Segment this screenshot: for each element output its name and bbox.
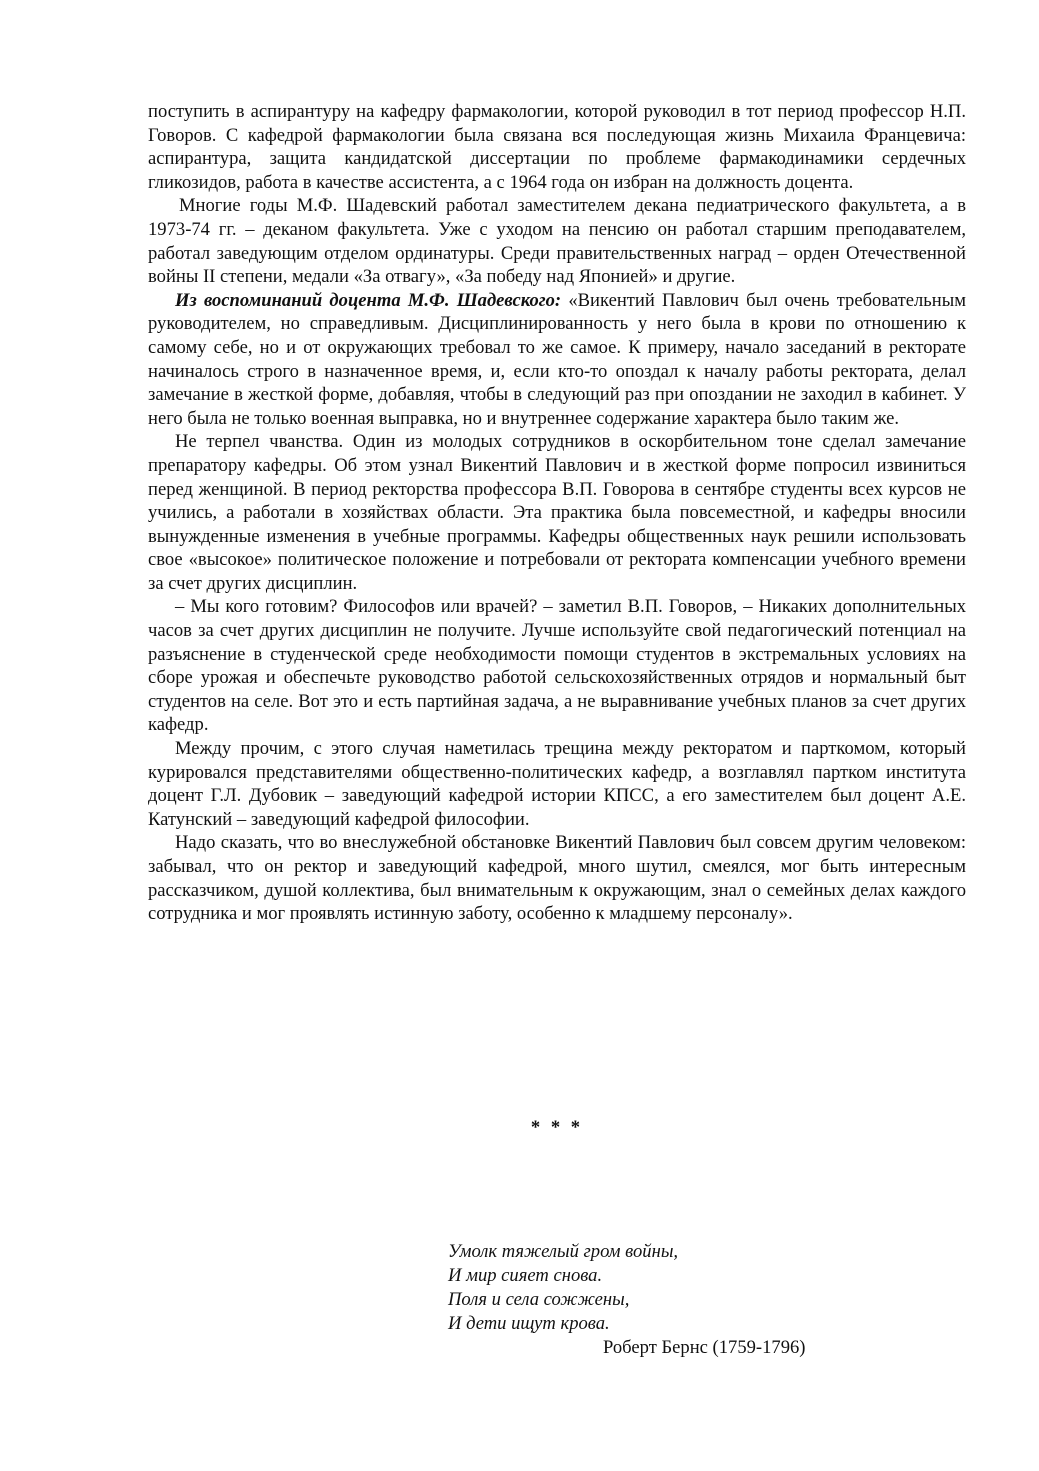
poem-author: Роберт Бернс (1759-1796) bbox=[603, 1337, 806, 1358]
paragraph-dialogue: – Мы кого готовим? Философов или врачей? – заметил В.П. Говоров, – Никаких дополнительных часов за счет других дисциплин не получите. Лучше используйте свой педагогический потенциал на разъяснение в студенческой среде необходимости помощи студентов в экстремальных условиях на сборе урожая и обеспечьте руководство работой сельскохозяйственных отрядов и нормальный быт студентов на селе. Вот это и есть партийная задача, а не выравнивание учебных планов за счет других кафедр. bbox=[148, 596, 966, 736]
paragraph-partkom: Между прочим, с этого случая наметилась трещина между ректоратом и парткомом, который курировался представителями общественно-политических кафедр, а возглавлял партком института доцент Г.Л. Дубовик – заведующий кафедрой истории КПСС, а его заместителем был доцент А.Е. Катунский – заведующий кафедрой философии. bbox=[148, 738, 966, 830]
paragraph-deputy-dean: Многие годы М.Ф. Шадевский работал заместителем декана педиатрического факультета, а в 1973-74 гг. – деканом факультета. Уже с уходом на пенсию он работал старшим преподавателем, работал заведующим отделом ординатуры. Среди правительственных наград – орден Отечественной войны II степени, медали «За отвагу», «За победу над Японией» и другие. bbox=[148, 195, 966, 288]
poem-line: Поля и села сожжены, bbox=[448, 1289, 630, 1310]
poem-line: И дети ищут крова. bbox=[448, 1313, 610, 1334]
poem-line: Умолк тяжелый гром войны, bbox=[448, 1241, 679, 1262]
memoir-lead-in: Из воспоминаний доцента М.Ф. Шадевского: bbox=[175, 289, 562, 311]
paragraph-character: Надо сказать, что во внеслужебной обстановке Викентий Павлович был совсем другим человеком: забывал, что он ректор и заведующий кафедрой, много шутил, смеялся, мог быть интересным рассказчиком, душой коллектива, был внимательным к окружающим, знал о семейных делах каждого сотрудника и мог проявлять истинную заботу, особенно к младшему персоналу». bbox=[148, 832, 966, 925]
paragraph-memoir bbox=[148, 289, 966, 431]
paragraph-aspirantura: поступить в аспирантуру на кафедру фармакологии, которой руководил в тот период профессор Н.П. Говоров. С кафедрой фармакологии была связана вся последующая жизнь Михаила Францевича: аспирантура, защита кандидатской диссертации по проблеме фармакодинамики сердечных гликозидов, работа в качестве ассистента, а с 1964 года он избран на должность доцента. bbox=[148, 101, 966, 193]
memoir-text: «Викентий Павлович был очень требовательным руководителем, но справедливым. Дисциплинированность у него была в крови по отношению к самому себе, но и от окружающих требовал то же самое. К примеру, начало заседаний в ректорате начиналось строго в назначенное время, и, если кто-то опоздал к началу работы ректората, делал замечание в жесткой форме, добавляя, чтобы в следующий раз при опоздании не заходил в кабинет. У него была не только военная выправка, но и внутреннее содержание характера было таким же. bbox=[148, 289, 967, 429]
poem-epigraph bbox=[448, 1240, 806, 1360]
paragraph-chvanstvo: Не терпел чванства. Один из молодых сотрудников в оскорбительном тоне сделал замечание препаратору кафедры. Об этом узнал Викентий Павлович и в жесткой форме попросил извиниться перед женщиной. В период ректорства профессора В.П. Говорова в сентябре студенты всех курсов не учились, а работали в хозяйствах области. Эта практика была повсеместной, и кафедры вносили вынужденные изменения в учебные программы. Кафедры общественных наук решили использовать свое «высокое» политическое положение и потребовали от ректората компенсации учебного времени за счет других дисциплин. bbox=[148, 431, 966, 594]
section-separator: * * * bbox=[530, 1117, 584, 1138]
poem-line: И мир сияет снова. bbox=[448, 1265, 603, 1286]
page-body bbox=[148, 100, 967, 1358]
